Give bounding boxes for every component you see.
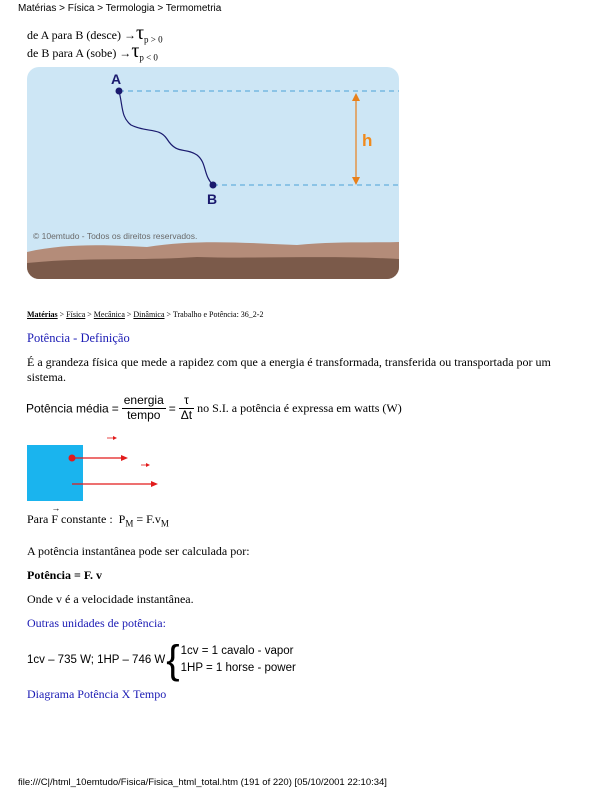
point-a xyxy=(116,88,123,95)
section-title: Potência - Definição xyxy=(27,331,130,345)
units-formula xyxy=(27,638,296,682)
pm-letter: P xyxy=(118,512,126,526)
crumb-sep: > xyxy=(57,310,67,319)
force-velocity-svg xyxy=(27,432,227,504)
formula-equals-2: = xyxy=(168,401,176,416)
fraction-numerator-energy: energia xyxy=(123,393,164,407)
pm-sub-2: M xyxy=(160,518,169,529)
instant-formula: Potência = F. v xyxy=(27,568,103,582)
fraction-numerator-tau: τ xyxy=(179,394,194,409)
fraction-energy-time xyxy=(122,394,166,423)
formula-left: Potência média xyxy=(26,401,109,416)
tau-subscript-1: p > 0 xyxy=(144,34,163,45)
units-hp: 1HP = 1 horse - power xyxy=(180,662,296,674)
diagram-title: Diagrama Potência X Tempo xyxy=(27,687,167,701)
power-formula xyxy=(26,394,402,423)
tau-symbol-1: τ xyxy=(135,22,145,44)
label-b: B xyxy=(207,191,218,207)
units-left: 1cv – 735 W; 1HP – 746 W xyxy=(27,654,166,666)
figure1-copyright: © 10emtudo - Todos os direitos reservados. xyxy=(33,231,198,241)
constant-prefix: Para xyxy=(27,512,49,526)
units-right xyxy=(181,643,296,677)
constant-force-line xyxy=(27,503,169,529)
tau-subscript-2: p < 0 xyxy=(139,52,158,63)
crumb-sep: > xyxy=(85,310,94,319)
units-title: Outras unidades de potência: xyxy=(27,616,166,630)
crumb-mecanica[interactable]: Mecânica xyxy=(93,310,125,319)
crumb-materias[interactable]: Matérias xyxy=(27,310,58,319)
units-cv: 1cv = 1 cavalo - vapor xyxy=(180,645,294,657)
constant-middle: constante : xyxy=(61,512,113,526)
label-h: h xyxy=(362,131,373,150)
height-diagram-svg xyxy=(27,67,399,279)
force-velocity-diagram xyxy=(27,432,227,504)
vector-f: → F xyxy=(51,503,61,526)
intro-line-2 xyxy=(27,40,158,63)
crumb-sep: > xyxy=(164,310,173,319)
fraction-denominator-time: tempo xyxy=(127,407,161,422)
formula-suffix: no S.I. a potência é expressa em watts (W) xyxy=(197,400,402,415)
height-diagram xyxy=(27,67,399,279)
fraction-work-dt xyxy=(179,394,194,423)
instant-text: A potência instantânea pode ser calculada por: xyxy=(27,544,250,558)
where-text: Onde v é a velocidade instantânea. xyxy=(27,592,194,606)
intro-line-1-text: de A para B (desce) → xyxy=(27,28,136,42)
brace: { xyxy=(166,638,180,682)
formula-equals-1: = xyxy=(111,401,119,416)
fraction-denominator-dt: Δt xyxy=(180,407,193,422)
tau-symbol-2: τ xyxy=(131,40,140,62)
crumb-dinamica[interactable]: Dinâmica xyxy=(133,310,165,319)
block xyxy=(27,445,83,501)
section-breadcrumb xyxy=(27,310,263,319)
intro-line-2-text: de B para A (sobe) → xyxy=(27,46,132,60)
label-a: A xyxy=(111,71,122,87)
vector-f-letter: F xyxy=(51,512,59,526)
crumb-current: Trabalho e Potência: 36_2-2 xyxy=(172,310,264,319)
footer-path: file:///C|/html_10emtudo/Fisica/Fisica_html_total.htm (191 of 220) [05/10/2001 22:10:34] xyxy=(18,777,387,788)
definition-paragraph: É a grandeza física que mede a rapidez com que a energia é transformada, transferida ou transportada por um sistema. xyxy=(27,355,551,384)
point-b xyxy=(210,182,217,189)
pm-rest: = F.v xyxy=(136,512,161,526)
pm-sub: M xyxy=(125,518,134,529)
crumb-sep: > xyxy=(124,310,134,319)
top-breadcrumb: Matérias > Física > Termologia > Termometria xyxy=(18,3,222,14)
crumb-fisica[interactable]: Física xyxy=(66,310,86,319)
